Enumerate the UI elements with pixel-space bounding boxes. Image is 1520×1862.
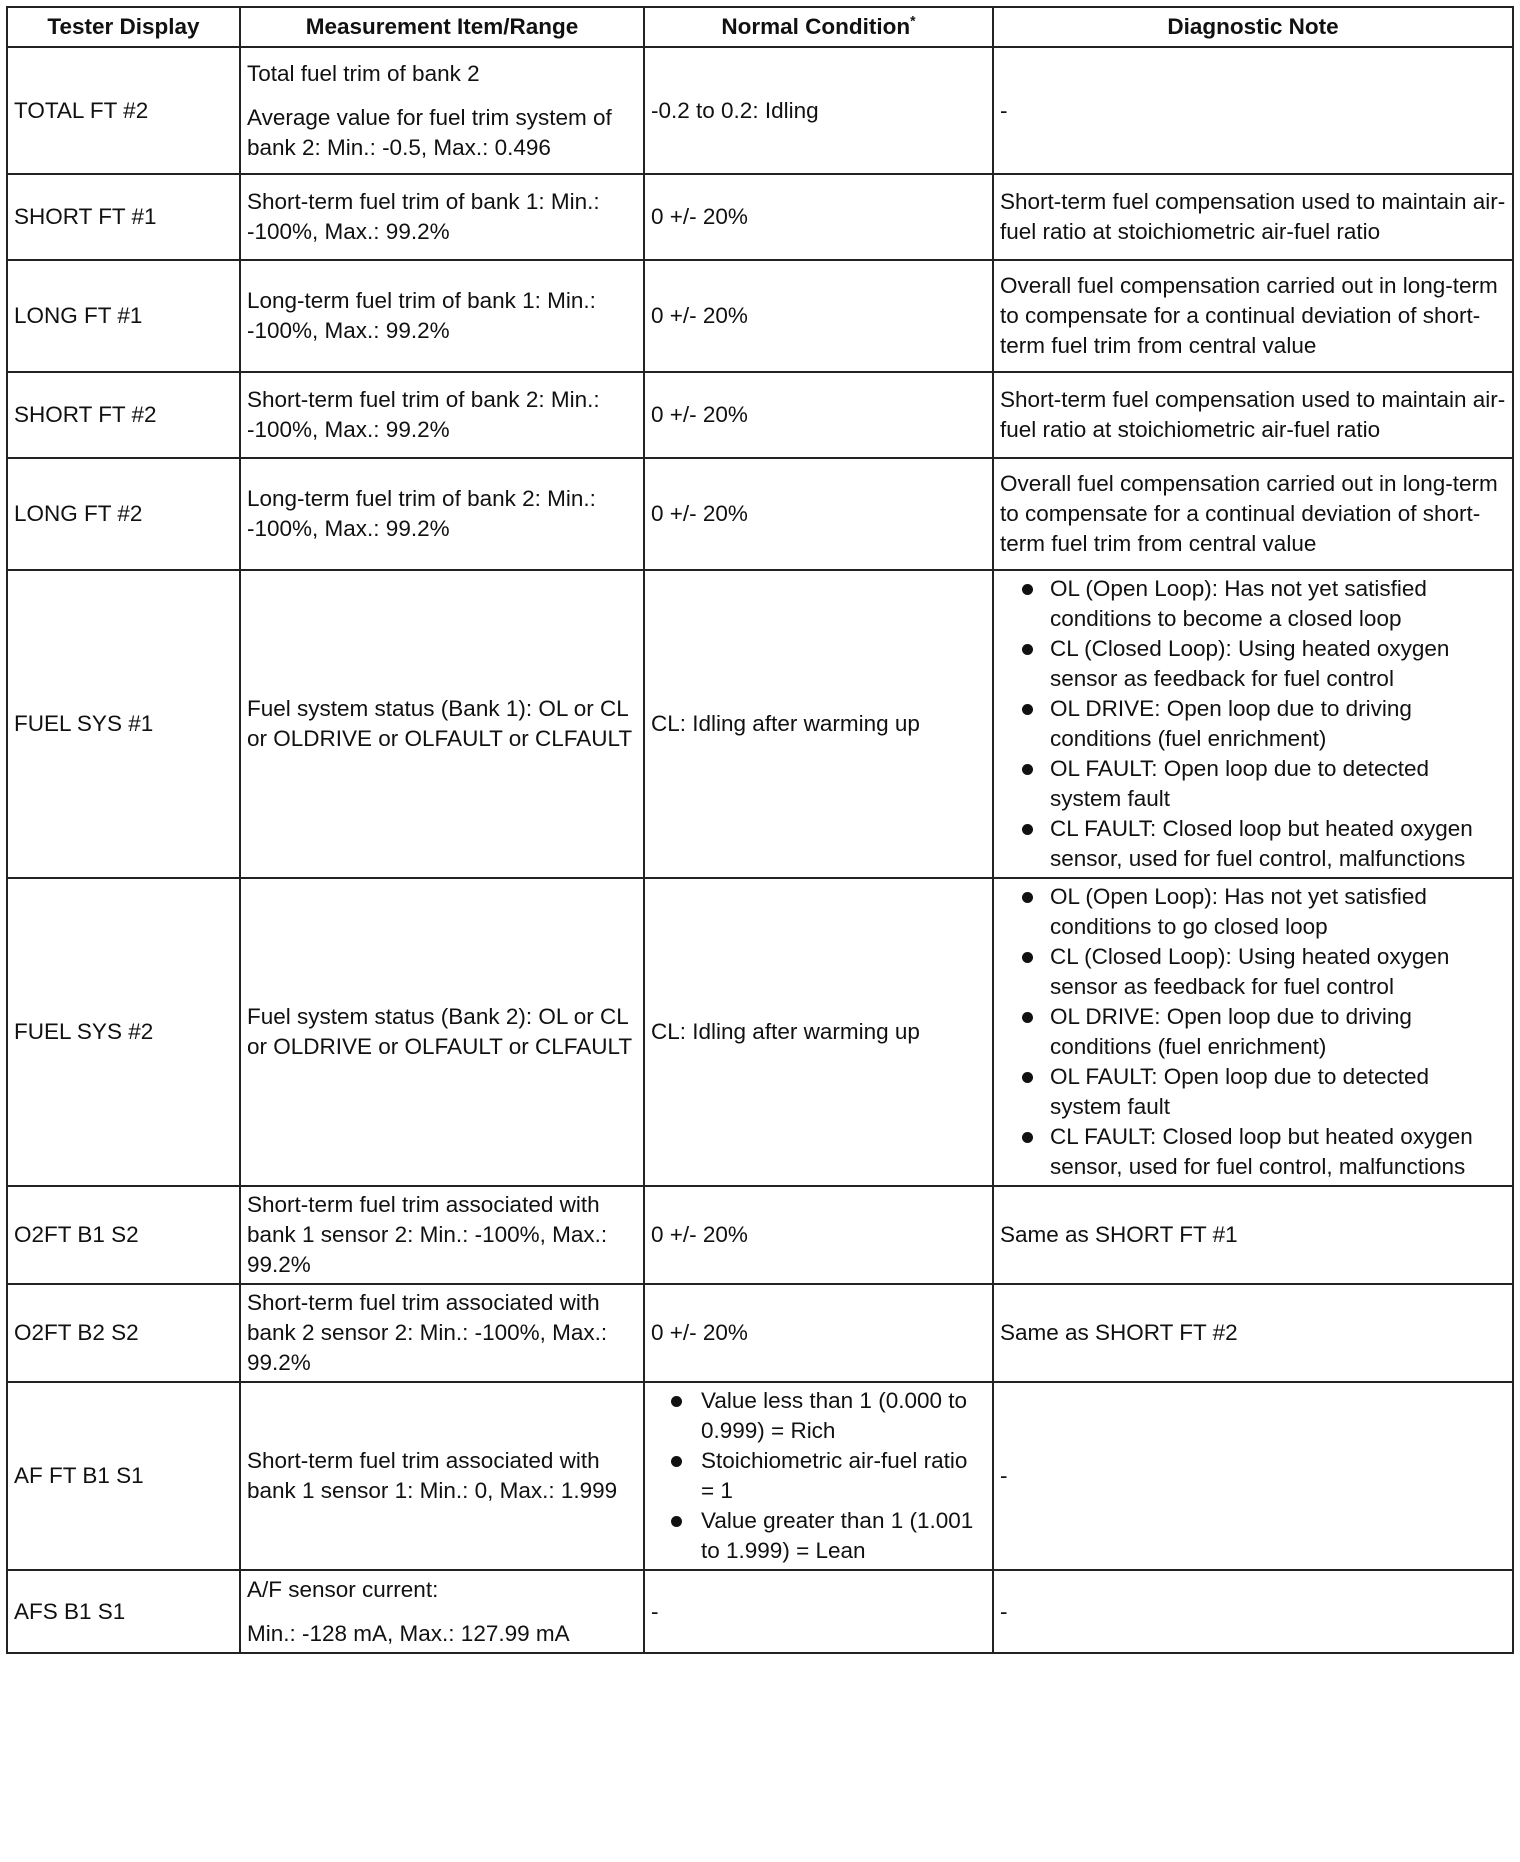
tester-display-cell: LONG FT #1	[7, 260, 240, 372]
tester-display-cell: AF FT B1 S1	[7, 1382, 240, 1570]
tester-display-cell: FUEL SYS #1	[7, 570, 240, 878]
normal-condition-cell: CL: Idling after warming up	[644, 570, 993, 878]
table-row	[7, 1186, 1513, 1284]
bullet-item: Stoichiometric air-fuel ratio = 1	[651, 1446, 986, 1506]
normal-condition-cell: 0 +/- 20%	[644, 1284, 993, 1382]
diagnostic-note-cell: -	[993, 1570, 1513, 1653]
tester-display-cell: TOTAL FT #2	[7, 47, 240, 174]
bullet-item: Value less than 1 (0.000 to 0.999) = Rich	[651, 1386, 986, 1446]
bullet-item: OL FAULT: Open loop due to detected system fault	[1000, 754, 1506, 814]
table-row	[7, 878, 1513, 1186]
diagnostic-note-cell: Short-term fuel compensation used to maintain air-fuel ratio at stoichiometric air-fuel ratio	[993, 372, 1513, 458]
diagnostic-note-cell	[993, 570, 1513, 878]
bullet-item: CL (Closed Loop): Using heated oxygen sensor as feedback for fuel control	[1000, 634, 1506, 694]
bullet-item: CL FAULT: Closed loop but heated oxygen sensor, used for fuel control, malfunctions	[1000, 1122, 1506, 1182]
header-tester-display: Tester Display	[7, 7, 240, 47]
diagnostic-note-cell	[993, 878, 1513, 1186]
measurement-cell: Short-term fuel trim associated with bank 1 sensor 2: Min.: -100%, Max.: 99.2%	[240, 1186, 644, 1284]
header-diagnostic-note: Diagnostic Note	[993, 7, 1513, 47]
tester-display-cell: LONG FT #2	[7, 458, 240, 570]
tester-display-cell: O2FT B1 S2	[7, 1186, 240, 1284]
note-bullet-list	[1000, 882, 1506, 1182]
table-row	[7, 260, 1513, 372]
diagnostic-note-cell: Overall fuel compensation carried out in long-term to compensate for a continual deviation of short-term fuel trim from central value	[993, 458, 1513, 570]
bullet-item: CL (Closed Loop): Using heated oxygen sensor as feedback for fuel control	[1000, 942, 1506, 1002]
normal-condition-cell: 0 +/- 20%	[644, 260, 993, 372]
table-row	[7, 1284, 1513, 1382]
condition-bullet-list	[651, 1386, 986, 1566]
table-row	[7, 174, 1513, 260]
bullet-item: OL DRIVE: Open loop due to driving conditions (fuel enrichment)	[1000, 1002, 1506, 1062]
tester-display-cell: SHORT FT #2	[7, 372, 240, 458]
note-bullet-list	[1000, 574, 1506, 874]
normal-condition-cell: -	[644, 1570, 993, 1653]
table-row	[7, 372, 1513, 458]
table-row	[7, 570, 1513, 878]
measurement-cell: Long-term fuel trim of bank 1: Min.: -100%, Max.: 99.2%	[240, 260, 644, 372]
diagnostic-note-cell: -	[993, 47, 1513, 174]
normal-condition-cell: 0 +/- 20%	[644, 174, 993, 260]
measurement-paragraph: Min.: -128 mA, Max.: 127.99 mA	[247, 1620, 570, 1646]
table-row	[7, 1382, 1513, 1570]
measurement-paragraph: Total fuel trim of bank 2	[247, 60, 480, 86]
tester-display-cell: FUEL SYS #2	[7, 878, 240, 1186]
normal-condition-cell: CL: Idling after warming up	[644, 878, 993, 1186]
diagnostic-note-cell: Same as SHORT FT #1	[993, 1186, 1513, 1284]
bullet-item: OL (Open Loop): Has not yet satisfied conditions to become a closed loop	[1000, 574, 1506, 634]
bullet-item: Value greater than 1 (1.001 to 1.999) = Lean	[651, 1506, 986, 1566]
data-list-sheet	[6, 6, 1512, 1654]
normal-condition-cell	[644, 1382, 993, 1570]
measurement-cell: Short-term fuel trim associated with bank 1 sensor 1: Min.: 0, Max.: 1.999	[240, 1382, 644, 1570]
diagnostic-note-cell: Short-term fuel compensation used to maintain air-fuel ratio at stoichiometric air-fuel ratio	[993, 174, 1513, 260]
measurement-cell: Fuel system status (Bank 2): OL or CL or OLDRIVE or OLFAULT or CLFAULT	[240, 878, 644, 1186]
table-row	[7, 1570, 1513, 1653]
measurement-cell: Short-term fuel trim associated with bank 2 sensor 2: Min.: -100%, Max.: 99.2%	[240, 1284, 644, 1382]
header-normal-condition	[644, 7, 993, 47]
measurement-cell	[240, 1570, 644, 1653]
measurement-cell: Long-term fuel trim of bank 2: Min.: -100%, Max.: 99.2%	[240, 458, 644, 570]
header-measurement: Measurement Item/Range	[240, 7, 644, 47]
header-row	[7, 7, 1513, 47]
table-row	[7, 47, 1513, 174]
diagnostic-note-cell: -	[993, 1382, 1513, 1570]
measurement-cell: Short-term fuel trim of bank 2: Min.: -100%, Max.: 99.2%	[240, 372, 644, 458]
normal-condition-cell: -0.2 to 0.2: Idling	[644, 47, 993, 174]
bullet-item: CL FAULT: Closed loop but heated oxygen sensor, used for fuel control, malfunctions	[1000, 814, 1506, 874]
bullet-item: OL DRIVE: Open loop due to driving conditions (fuel enrichment)	[1000, 694, 1506, 754]
footnote-mark: *	[910, 12, 916, 29]
tester-data-table	[6, 6, 1514, 1654]
bullet-item: OL (Open Loop): Has not yet satisfied conditions to go closed loop	[1000, 882, 1506, 942]
tester-display-cell: SHORT FT #1	[7, 174, 240, 260]
normal-condition-cell: 0 +/- 20%	[644, 1186, 993, 1284]
measurement-cell: Short-term fuel trim of bank 1: Min.: -100%, Max.: 99.2%	[240, 174, 644, 260]
normal-condition-cell: 0 +/- 20%	[644, 458, 993, 570]
table-row	[7, 458, 1513, 570]
tester-display-cell: O2FT B2 S2	[7, 1284, 240, 1382]
bullet-item: OL FAULT: Open loop due to detected system fault	[1000, 1062, 1506, 1122]
measurement-paragraph: Average value for fuel trim system of bank 2: Min.: -0.5, Max.: 0.496	[247, 104, 612, 160]
measurement-paragraph: A/F sensor current:	[247, 1576, 439, 1602]
tester-display-cell: AFS B1 S1	[7, 1570, 240, 1653]
normal-condition-cell: 0 +/- 20%	[644, 372, 993, 458]
header-normal-label: Normal Condition	[721, 14, 911, 39]
table-body	[7, 47, 1513, 1653]
measurement-cell	[240, 47, 644, 174]
diagnostic-note-cell: Overall fuel compensation carried out in long-term to compensate for a continual deviation of short-term fuel trim from central value	[993, 260, 1513, 372]
measurement-cell: Fuel system status (Bank 1): OL or CL or OLDRIVE or OLFAULT or CLFAULT	[240, 570, 644, 878]
diagnostic-note-cell: Same as SHORT FT #2	[993, 1284, 1513, 1382]
